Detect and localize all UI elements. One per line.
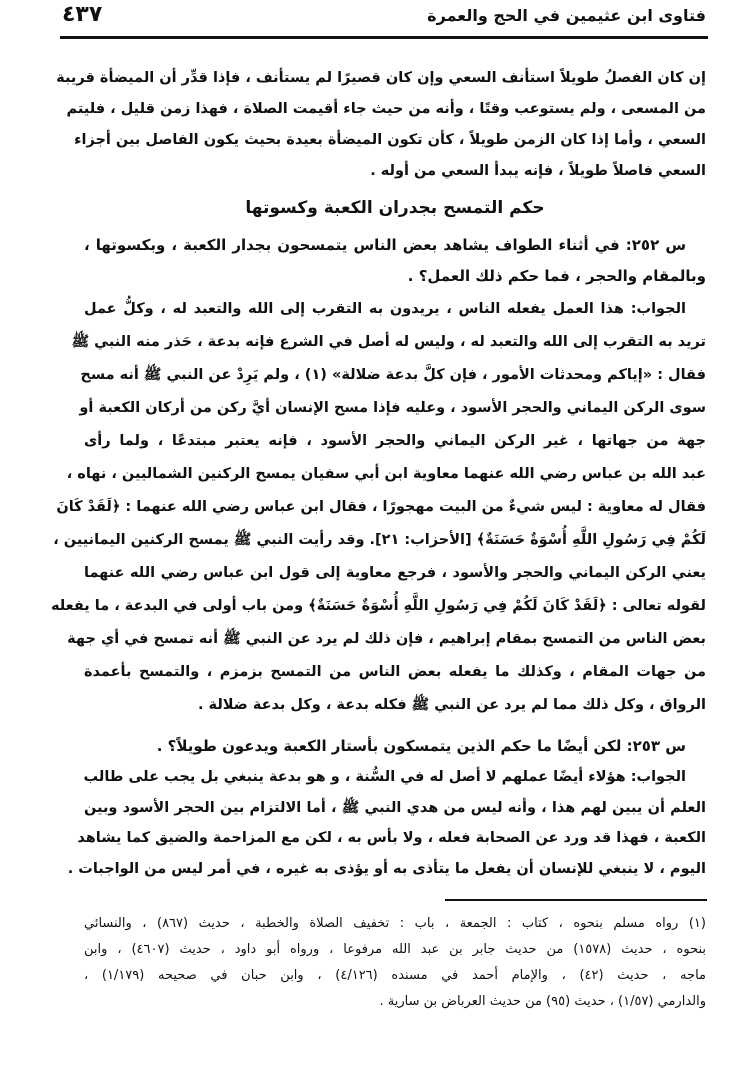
header-rule bbox=[60, 36, 708, 39]
footnote-line: (١) رواه مسلم بنحوه ، كتاب : الجمعة ، باب : تخفيف الصلاة والخطبة ، حديث (٨٦٧) ، والنسائي bbox=[84, 916, 706, 931]
answer-253 bbox=[67, 762, 706, 884]
text: هذا العمل يفعله الناس ، يريدون به التقرب إلى الله والتعبد له ، وكلُّ عمل bbox=[84, 301, 631, 317]
question-line: س ٢٥٣: لكن أيضًا ما حكم الذين يتمسكون بأستار الكعبة ويدعون طويلاً؟ . bbox=[156, 737, 686, 755]
text-line: عبد الله بن عباس رضي الله عنهما معاوية ابن أبي سفيان يمسح الركنين الشماليين ، نهاه ، bbox=[66, 466, 706, 482]
text: هؤلاء أيضًا عملهم لا أصل له في السُّنة ، و هو بدعة ينبغي بل يجب على طالب bbox=[83, 769, 631, 785]
text-line: السعي ، وأما إذا كان الزمن طويلاً ، كأن تكون الميضأة بعيدة بحيث يكون الفاصل بين أجزاء bbox=[74, 132, 706, 148]
answer-label: الجواب: bbox=[630, 301, 686, 317]
answer-252 bbox=[50, 293, 706, 722]
text-line: فقال : «إياكم ومحدثات الأمور ، فإن كلَّ بدعة ضلالة» (١) ، ولم يَرِدْ عن النبي ﷺ أنه مسح bbox=[80, 367, 706, 383]
text-line: إن كان الفصلُ طويلاً استأنف السعي وإن كان قصيرًا لم يستأنف ، فإذا قدِّر أن الميضأة قريبة bbox=[56, 70, 706, 86]
text-line: تريد به التقرب إلى الله والتعبد له ، وليس له أصل في الشرع فإنه بدعة ، حَذر منه النبي ﷺ bbox=[71, 334, 706, 350]
question-line: وبالمقام والحجر ، فما حكم ذلك العمل؟ . bbox=[407, 267, 706, 285]
question-252 bbox=[84, 230, 706, 292]
intro-paragraph bbox=[56, 63, 706, 187]
answer-first-line bbox=[84, 762, 706, 793]
text-line: من المسعى ، ولم يستوعب وقتًا ، وأنه من حيث جاء أقيمت الصلاة ، فهذا زمن قليل ، فليتم bbox=[66, 101, 706, 117]
text-line: لَكُمْ فِي رَسُولِ اللَّهِ أُسْوَةٌ حَسَنَةٌ﴾ [الأحزاب: ٢١]. وقد رأيت النبي ﷺ يمسح الركنين اليمانيين ، bbox=[53, 532, 706, 548]
footnote-rule bbox=[445, 899, 707, 901]
text-line: جهة من جهاتها ، غير الركن اليماني والحجر الأسود ، فإنه يعتبر مبتدعًا ، ولما رأى bbox=[84, 433, 706, 449]
section-heading: حكم التمسح بجدران الكعبة وكسوتها bbox=[245, 198, 545, 218]
text-line: فقال له معاوية : ليس شيءٌ من البيت مهجورًا ، فقال ابن عباس رضي الله عنهما : ﴿لَقَدْ كَانَ bbox=[56, 499, 706, 515]
text-line: العلم أن يبين لهم هذا ، وأنه ليس من هدي النبي ﷺ ، أما الالتزام بين الحجر الأسود وبين bbox=[84, 799, 706, 816]
text-line: من جهات المقام ، وكذلك ما يفعله بعض الناس من التمسح بزمزم ، والتمسح بأعمدة bbox=[84, 664, 706, 680]
text-line: اليوم ، لا ينبغي للإنسان أن يفعل ما يتأذى به أو يؤذى به غيره ، في أمر ليس من الواجبات . bbox=[67, 860, 706, 877]
text-line: سوى الركن اليماني والحجر الأسود ، وعليه فإذا مسح الإنسان أيَّ ركن من أركان الكعبة أو bbox=[79, 400, 706, 416]
question-line: س ٢٥٢: في أثناء الطواف يشاهد بعض الناس يتمسحون بجدار الكعبة ، وبكسوتها ، bbox=[84, 236, 687, 254]
text-line: بعض الناس من التمسح بمقام إبراهيم ، فإن ذلك لم يرد عن النبي ﷺ أنه تمسح في أي جهة bbox=[67, 631, 706, 647]
text-line: السعي فاصلاً طويلاً ، فإنه يبدأ السعي من أوله . bbox=[370, 163, 706, 179]
text-line: الكعبة ، فهذا قد ورد عن الصحابة فعله ، ولا بأس به ، لكن مع المزاحمة والضيق كما يشاهد bbox=[77, 830, 706, 846]
answer-first-line bbox=[84, 293, 706, 326]
footnote-line: والدارمي (١/٥٧) ، حديث (٩٥) من حديث العرباض بن سارية . bbox=[379, 994, 706, 1009]
answer-label: الجواب: bbox=[630, 769, 686, 785]
running-header-title: فتاوى ابن عثيمين في الحج والعمرة bbox=[427, 6, 706, 25]
text-line: لقوله تعالى : ﴿لَقَدْ كَانَ لَكُمْ فِي رَسُولِ اللَّهِ أُسْوَةٌ حَسَنَةٌ﴾ ومن باب أولى في البدعة ، ما يفعله bbox=[50, 598, 706, 614]
page-number: ٤٣٧ bbox=[62, 2, 103, 27]
text-line: يعني الركن اليماني والحجر والأسود ، فرجع معاوية إلى قول ابن عباس رضي الله عنهما bbox=[84, 565, 706, 581]
footnote-line: ماجه ، حديث (٤٢) ، والإمام أحمد في مسنده (٤/١٢٦) ، وابن حبان في صحيحه (١/١٧٩) ، bbox=[84, 968, 706, 983]
question-253 bbox=[84, 731, 706, 762]
text-line: الرواق ، وكل ذلك مما لم يرد عن النبي ﷺ فكله بدعة ، وكل بدعة ضلالة . bbox=[197, 697, 706, 713]
footnote-line: بنحوه ، حديث (١٥٧٨) من حديث جابر بن عبد الله مرفوعا ، ورواه أبو داود ، حديث (٤٦٠٧) ، وابن bbox=[84, 942, 706, 957]
footnotes bbox=[84, 911, 706, 1015]
